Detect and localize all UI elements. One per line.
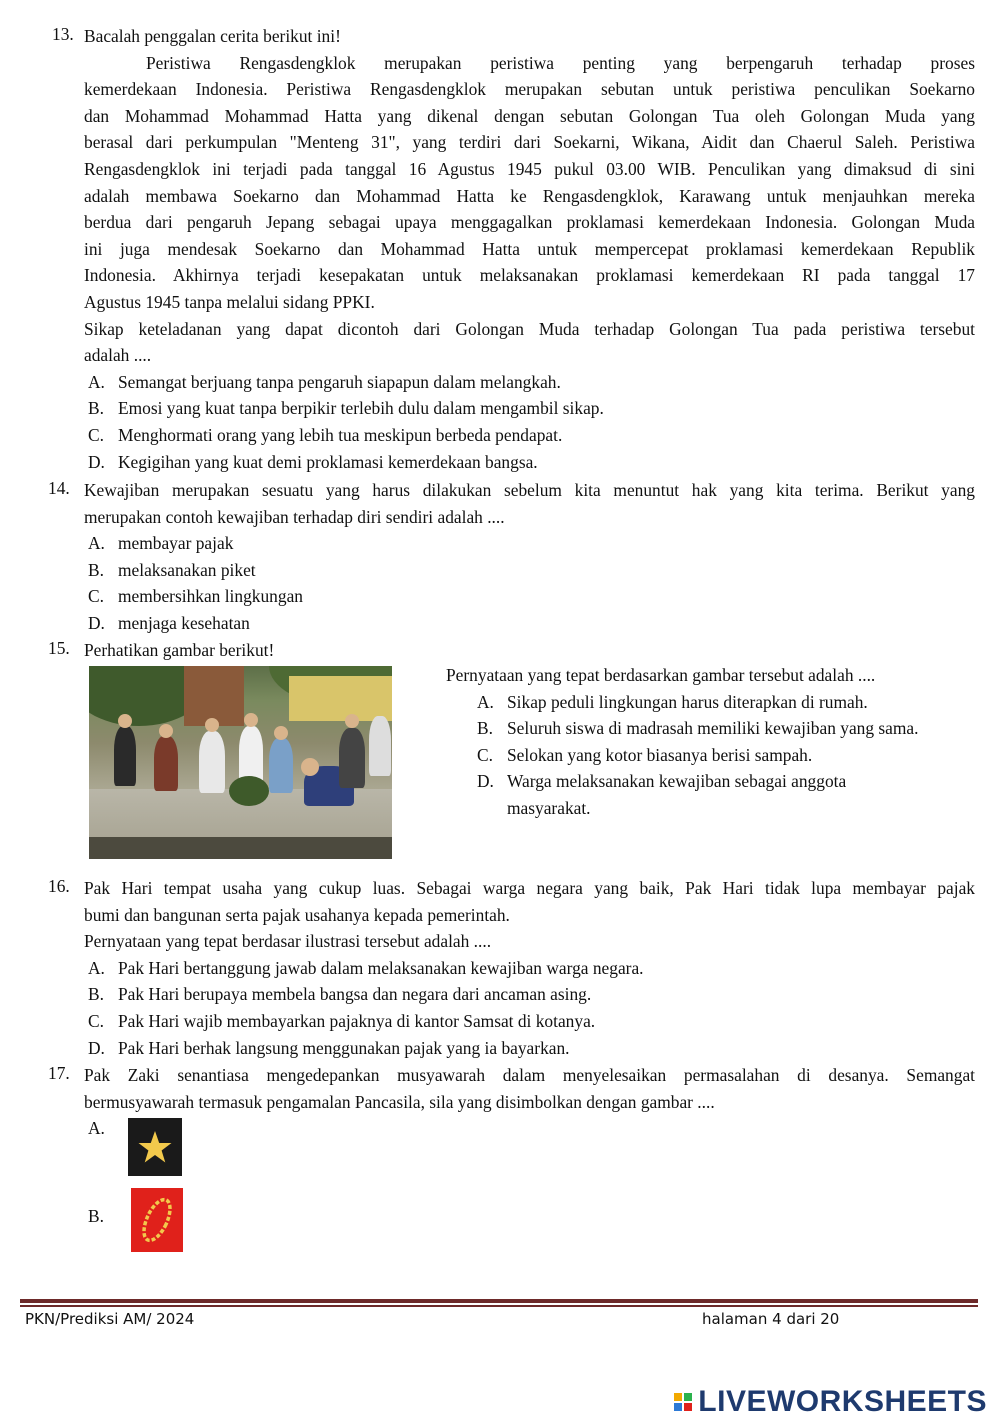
option-b[interactable] xyxy=(88,1206,104,1227)
option-c[interactable] xyxy=(84,583,975,610)
option-letter: C. xyxy=(88,1010,104,1031)
question-13-body xyxy=(84,23,975,475)
question-16-body xyxy=(84,875,975,1061)
passage-line: Agustus 1945 tanpa melalui sidang PPKI. xyxy=(84,291,375,312)
option-text: melaksanakan piket xyxy=(118,559,256,580)
option-b[interactable] xyxy=(84,557,975,584)
option-letter: B. xyxy=(88,398,104,419)
option-b[interactable] xyxy=(473,715,986,742)
option-a[interactable] xyxy=(473,689,986,716)
option-a[interactable] xyxy=(84,955,975,982)
option-letter: D. xyxy=(88,451,105,472)
option-b[interactable] xyxy=(84,395,975,422)
option-letter: A. xyxy=(477,691,494,712)
question-16-options xyxy=(84,955,975,1061)
option-c[interactable] xyxy=(84,1008,975,1035)
option-a[interactable] xyxy=(84,369,975,396)
option-text: Semangat berjuang tanpa pengaruh siapapun dalam melangkah. xyxy=(118,371,561,392)
question-17-body xyxy=(84,1062,975,1115)
option-text: Pak Hari berupaya membela bangsa dan negara dari ancaman asing. xyxy=(118,984,592,1005)
footer-rule xyxy=(20,1299,978,1303)
question-line: bermusyawarah termasuk pengamalan Pancasila, sila yang disimbolkan dengan gambar .... xyxy=(84,1091,715,1112)
brand-text: LIVEWORKSHEETS xyxy=(698,1385,987,1418)
passage-line: berasal dari perkumpulan "Menteng 31", yang terdiri dari Soekarni, Wikana, Aidit dan Chaerul Saleh. Peristiwa xyxy=(84,132,975,153)
passage-line: Pak Hari tempat usaha yang cukup luas. Sebagai warga negara yang baik, Pak Hari tidak lupa membayar pajak xyxy=(84,878,975,898)
footer-rule-thin xyxy=(20,1305,978,1307)
option-text: membayar pajak xyxy=(118,533,234,554)
option-text: Kegigihan yang kuat demi proklamasi kemerdekaan bangsa. xyxy=(118,451,538,472)
passage-line: kemerdekaan Indonesia. Peristiwa Rengasdengklok merupakan sebutan untuk peristiwa penculikan Soekarno xyxy=(84,79,975,100)
question-13-options xyxy=(84,369,975,475)
passage-line: dan Mohammad Mohammad Hatta yang dikenal dengan sebutan Golongan Tua oleh Golongan Muda yang xyxy=(84,105,975,126)
option-d[interactable] xyxy=(84,610,975,637)
passage-line: bumi dan bangunan serta pajak usahanya kepada pemerintah. xyxy=(84,904,510,925)
option-letter: C. xyxy=(88,424,104,445)
option-text: Emosi yang kuat tanpa berpikir terlebih dulu dalam mengambil sikap. xyxy=(118,398,604,419)
option-letter: A. xyxy=(88,957,105,978)
question-line: Pak Zaki senantiasa mengedepankan musyawarah dalam menyelesaikan permasalahan di desanya. Semangat xyxy=(84,1065,975,1085)
community-cleanup-photo xyxy=(89,666,392,859)
option-c[interactable] xyxy=(473,742,986,769)
question-15-options xyxy=(473,689,986,822)
option-letter: B. xyxy=(477,718,493,739)
chain-icon xyxy=(131,1188,183,1252)
liveworksheets-logo[interactable] xyxy=(674,1385,987,1419)
passage-line: Peristiwa Rengasdengklok merupakan peristiwa penting yang berpengaruh terhadap proses xyxy=(146,52,975,73)
option-text: Menghormati orang yang lebih tua meskipun berbeda pendapat. xyxy=(118,424,563,445)
option-a[interactable] xyxy=(84,530,975,557)
option-text: membersihkan lingkungan xyxy=(118,586,303,607)
question-line: adalah .... xyxy=(84,345,152,366)
option-a[interactable] xyxy=(88,1118,105,1139)
option-letter: C. xyxy=(88,586,104,607)
question-line: Sikap keteladanan yang dapat dicontoh dari Golongan Muda terhadap Golongan Tua pada peristiwa tersebut xyxy=(84,318,975,339)
question-number: 17. xyxy=(48,1063,70,1083)
option-text: Pak Hari bertanggung jawab dalam melaksanakan kewajiban warga negara. xyxy=(118,957,644,978)
question-number: 16. xyxy=(48,876,70,896)
liveworksheets-icon xyxy=(674,1393,694,1413)
option-text: menjaga kesehatan xyxy=(118,612,250,633)
passage-line: ini juga mendesak Soekarno dan Mohammad Hatta untuk mempercepat proklamasi kemerdekaan Republik xyxy=(84,238,975,259)
question-15-content xyxy=(446,662,986,822)
option-d[interactable] xyxy=(84,449,975,476)
option-letter: D. xyxy=(88,612,105,633)
passage-line: berdua dari pengaruh Jepang sebagai upaya menggagalkan proklamasi kemerdekaan Indonesia. Golongan Muda xyxy=(84,212,975,233)
footer-page-number: halaman 4 dari 20 xyxy=(702,1310,840,1328)
option-letter: A. xyxy=(88,1118,105,1138)
chain-symbol xyxy=(131,1188,183,1252)
passage-line: Indonesia. Akhirnya terjadi kesepakatan untuk melaksanakan proklamasi kemerdekaan RI pada tanggal 17 xyxy=(84,265,975,286)
question-line: Pernyataan yang tepat berdasar ilustrasi tersebut adalah .... xyxy=(84,931,492,952)
option-letter: B. xyxy=(88,1206,104,1226)
option-c[interactable] xyxy=(84,422,975,449)
star-symbol xyxy=(128,1118,182,1176)
option-text: Warga melaksanakan kewajiban sebagai anggota masyarakat. xyxy=(507,771,847,818)
question-line: merupakan contoh kewajiban terhadap diri sendiri adalah .... xyxy=(84,506,505,527)
question-15-text: Pernyataan yang tepat berdasarkan gambar tersebut adalah .... xyxy=(446,665,876,685)
option-letter: C. xyxy=(477,744,493,765)
passage-line: adalah membawa Soekarno dan Mohammad Hatta ke Rengasdengklok, Karawang untuk menjauhkan mereka xyxy=(84,185,975,206)
question-number: 14. xyxy=(48,478,70,498)
option-letter: B. xyxy=(88,984,104,1005)
question-number: 13. xyxy=(52,24,74,44)
option-d[interactable] xyxy=(473,768,907,821)
option-text: Pak Hari berhak langsung menggunakan pajak yang ia bayarkan. xyxy=(118,1037,570,1058)
option-letter: B. xyxy=(88,559,104,580)
option-b[interactable] xyxy=(84,981,975,1008)
option-text: Selokan yang kotor biasanya berisi sampah. xyxy=(507,744,813,765)
option-text: Sikap peduli lingkungan harus diterapkan di rumah. xyxy=(507,691,868,712)
option-letter: A. xyxy=(88,533,105,554)
question-14-body xyxy=(84,477,975,637)
question-15-heading: Perhatikan gambar berikut! xyxy=(84,640,275,660)
option-d[interactable] xyxy=(84,1035,975,1062)
passage-line: Rengasdengklok ini terjadi pada tanggal 16 Agustus 1945 pukul 03.00 WIB. Penculikan yang dimaksud di sini xyxy=(84,158,975,179)
option-letter: D. xyxy=(88,1037,105,1058)
option-text: Pak Hari wajib membayarkan pajaknya di kantor Samsat di kotanya. xyxy=(118,1010,596,1031)
footer-left: PKN/Prediksi AM/ 2024 xyxy=(25,1310,195,1328)
question-13-heading: Bacalah penggalan cerita berikut ini! xyxy=(84,26,341,46)
star-icon xyxy=(128,1118,182,1176)
question-line: Kewajiban merupakan sesuatu yang harus dilakukan sebelum kita menuntut hak yang kita terima. Berikut yang xyxy=(84,480,975,500)
question-14-options xyxy=(84,530,975,636)
option-letter: A. xyxy=(88,371,105,392)
question-13-passage xyxy=(84,50,975,369)
option-text: Seluruh siswa di madrasah memiliki kewajiban yang sama. xyxy=(507,718,919,739)
option-letter: D. xyxy=(477,771,494,792)
question-number: 15. xyxy=(48,638,70,658)
